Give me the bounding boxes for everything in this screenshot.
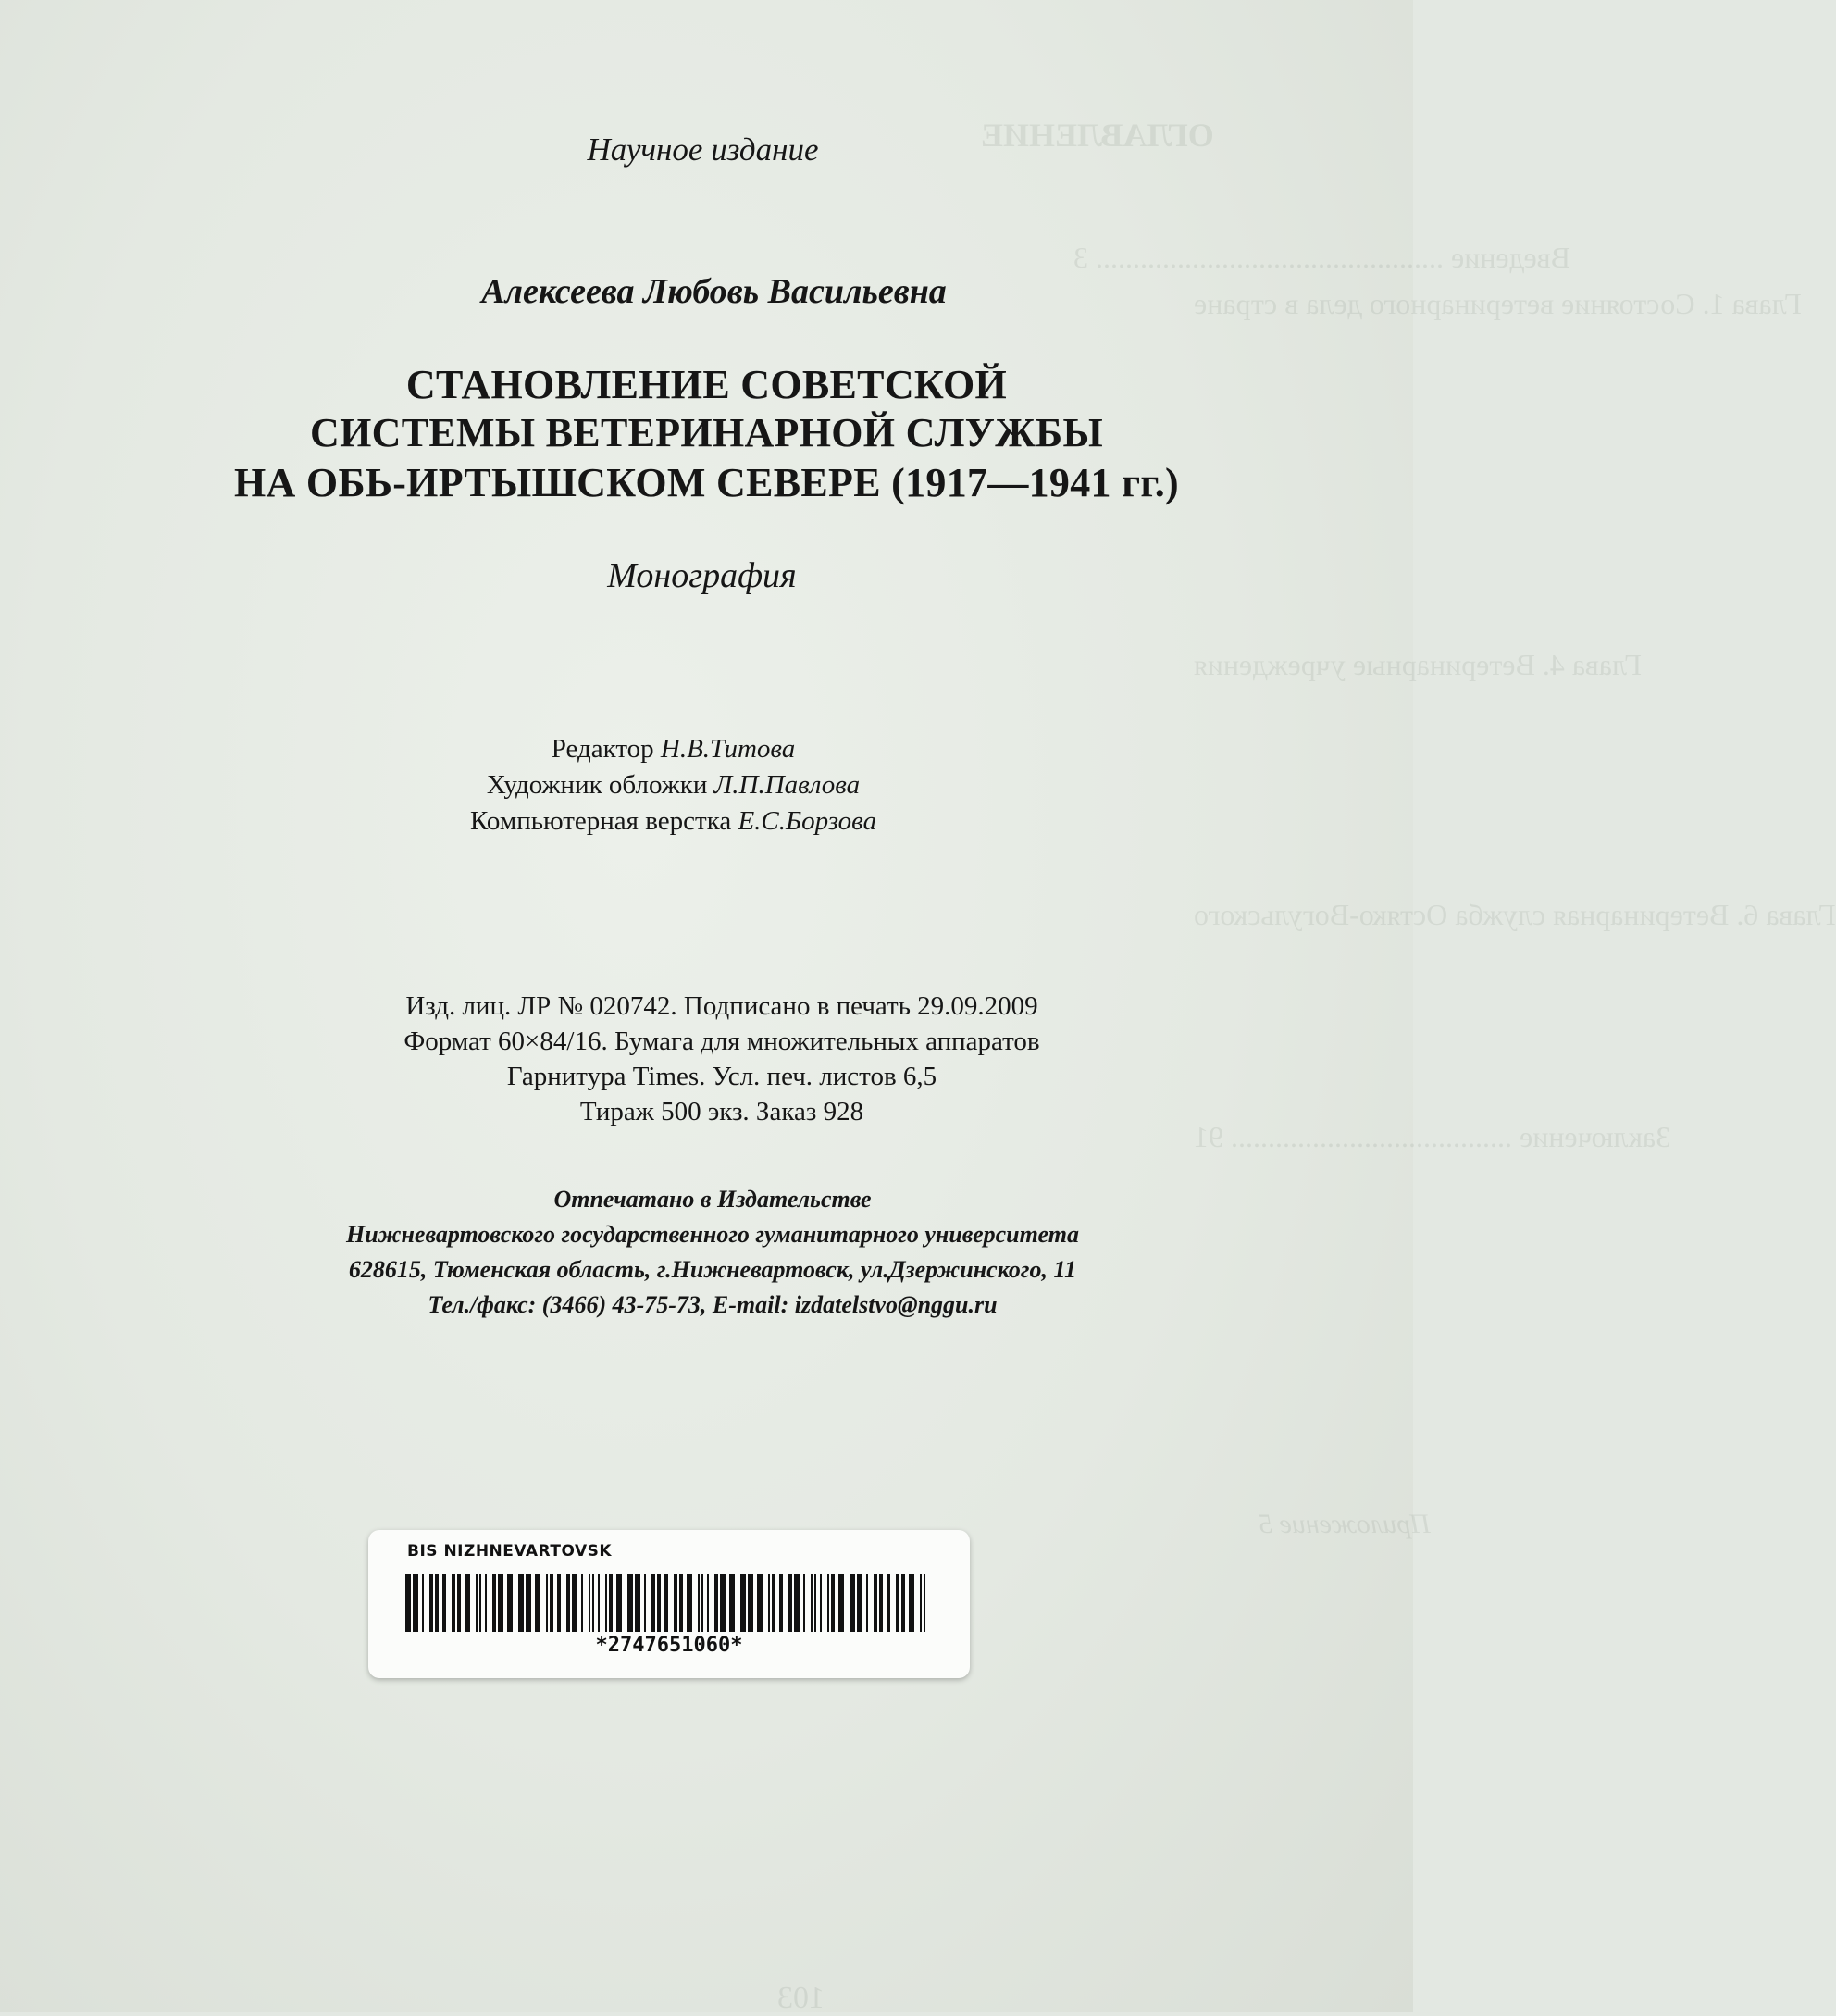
credit-person: Л.П.Павлова — [713, 770, 861, 800]
bleed-through-text: Глава 6. Ветеринарная служба Остяко-Вогульского — [1194, 898, 1836, 931]
credit-cover-artist — [470, 767, 876, 803]
barcode-number: *2747651060* — [595, 1634, 743, 1657]
bleed-through-text: 103 — [777, 1981, 825, 2015]
credit-person: Е.С.Борзова — [738, 806, 877, 836]
barcode-icon — [405, 1574, 933, 1632]
author-name: Алексеева Любовь Васильевна — [481, 272, 947, 311]
imprint-line-license: Изд. лиц. ЛР № 020742. Подписано в печать 29.09.2009 — [405, 991, 1038, 1021]
bleed-through-text: ОГЛАВЛЕНИЕ — [981, 117, 1214, 154]
bleed-through-text: Заключение ...................................... 91 — [1194, 1120, 1671, 1153]
credit-layout — [470, 803, 876, 840]
genre: Монография — [607, 556, 797, 595]
credit-role: Художник обложки — [486, 770, 714, 800]
library-barcode-sticker — [368, 1530, 970, 1678]
publisher-block — [268, 1182, 1157, 1323]
credit-role: Редактор — [551, 734, 661, 764]
title-line-2: СИСТЕМЫ ВЕТЕРИНАРНОЙ СЛУЖБЫ — [310, 410, 1103, 455]
credits-block — [470, 731, 876, 840]
publisher-line-contacts: Тел./факс: (3466) 43-75-73, E-mail: izdatelstvo@nggu.ru — [428, 1291, 998, 1318]
credit-person: Н.В.Титова — [660, 734, 796, 764]
bleed-through-text: Глава 4. Ветеринарные учреждения — [1194, 648, 1643, 681]
credit-editor — [470, 731, 876, 767]
publisher-line-address: 628615, Тюменская область, г.Нижневартовск, ул.Дзержинского, 11 — [348, 1256, 1077, 1283]
imprint-line-run: Тираж 500 экз. Заказ 928 — [579, 1097, 864, 1126]
imprint-block — [324, 989, 1120, 1129]
imprint-line-typeface: Гарнитура Times. Усл. печ. листов 6,5 — [506, 1062, 937, 1091]
bleed-through-text: Введение ............................................... 3 — [1073, 241, 1570, 274]
publisher-line-printed: Отпечатано в Издательстве — [553, 1186, 872, 1213]
edition-type: Научное издание — [587, 131, 819, 168]
bleed-through-text: Приложение 5 — [1259, 1509, 1431, 1539]
sticker-label: BIS NIZHNEVARTOVSK — [407, 1542, 613, 1561]
credit-role: Компьютерная верстка — [470, 806, 738, 836]
title-line-3: НА ОБЬ-ИРТЫШСКОМ СЕВЕРЕ (1917—1941 гг.) — [234, 460, 1179, 505]
title-line-1: СТАНОВЛЕНИЕ СОВЕТСКОЙ — [405, 362, 1008, 407]
imprint-line-format: Формат 60×84/16. Бумага для множительных аппаратов — [403, 1027, 1040, 1056]
bleed-through-text: Глава 1. Состояние ветеринарного дела в стране — [1194, 287, 1802, 320]
publisher-line-university: Нижневартовского государственного гуманитарного университета — [346, 1221, 1079, 1248]
